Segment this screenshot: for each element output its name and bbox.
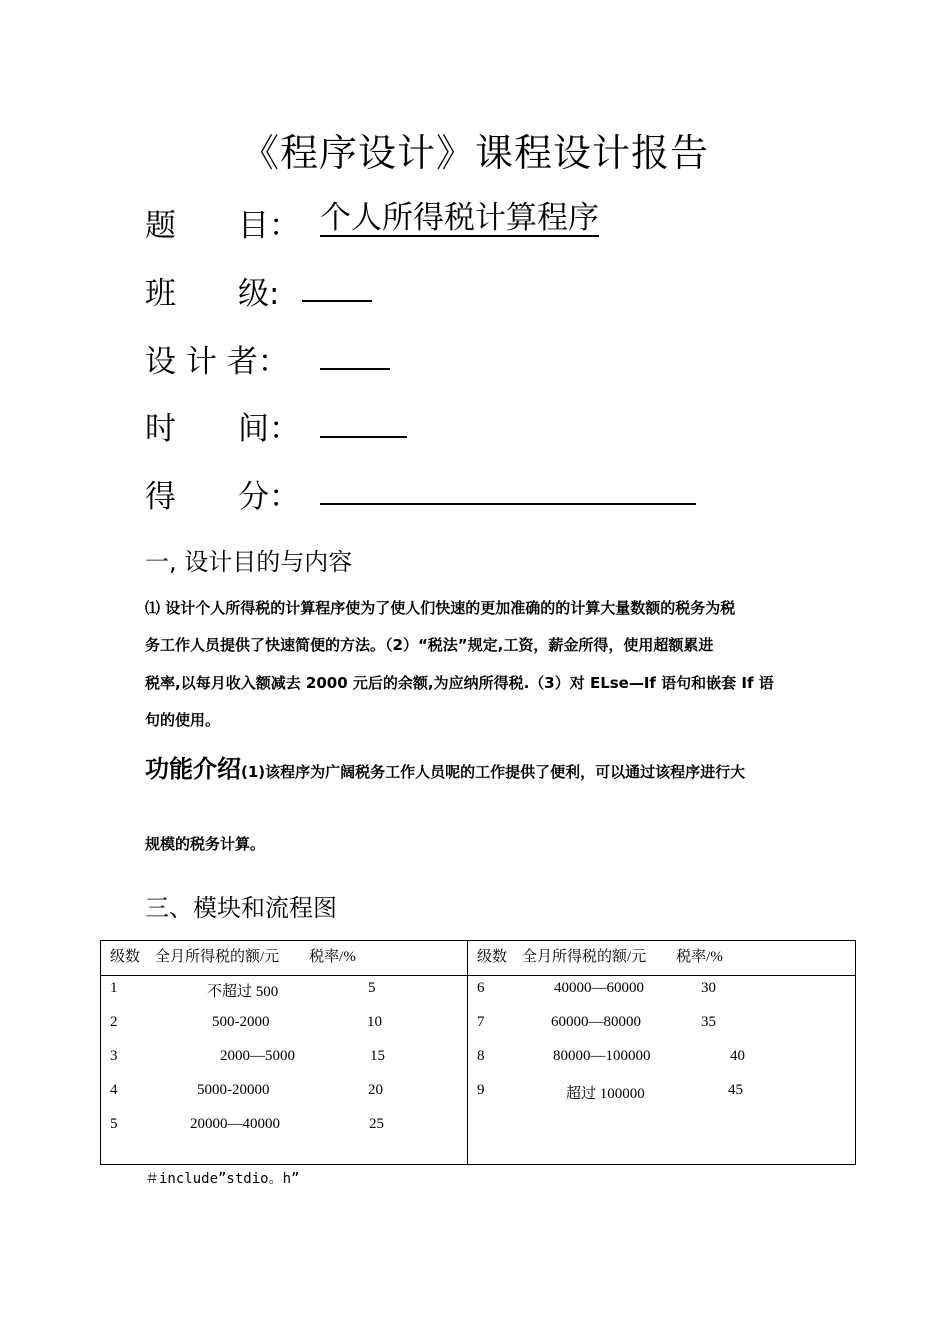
section2-line-1: (1)该程序为广阔税务工作人员呢的工作提供了便利，可以通过该程序进行大	[241, 763, 746, 781]
table-cell-range: 20000—40000	[190, 1116, 280, 1132]
table-cell-rate: 40	[730, 1048, 745, 1064]
table-cell-range: 超过 100000	[566, 1086, 645, 1102]
header-text-left: 级数 全月所得税的额/元 税率/%	[110, 949, 356, 965]
table-cell-rate: 5	[368, 980, 376, 996]
table-row: 7	[477, 1014, 485, 1030]
table-row: 6	[477, 980, 485, 996]
table-cell-range: 60000—80000	[551, 1014, 641, 1030]
score-blank-line	[320, 503, 696, 505]
table-cell-range: 500-2000	[212, 1014, 270, 1030]
table-row: 2	[110, 1014, 118, 1030]
table-cell-rate: 15	[370, 1048, 385, 1064]
table-row: 4	[110, 1082, 118, 1098]
designer-blank-line	[320, 368, 390, 370]
section2-first-line	[145, 749, 745, 784]
topic-value: 个人所得税计算程序	[320, 200, 599, 236]
table-row: 3	[110, 1048, 118, 1064]
field-label-designer: 设 计 者：	[145, 344, 289, 380]
section1-heading: 一, 设计目的与内容	[145, 548, 353, 576]
table-cell-range: 40000—60000	[554, 980, 644, 996]
field-value-topic	[320, 200, 599, 237]
time-blank-line	[320, 436, 407, 438]
table-body-left	[101, 976, 468, 1165]
section1-line-3: 税率,以每月收入额减去 2000 元后的余额,为应纳所得税.（3）对 ELse—If 语句和嵌套 If 语	[145, 674, 774, 692]
section1-line-2: 务工作人员提供了快速简便的方法。（2）“税法”规定,工资，薪金所得，使用超额累进	[145, 636, 714, 654]
table-cell-rate: 10	[367, 1014, 382, 1030]
table-cell-rate: 45	[728, 1082, 743, 1098]
table-cell-range: 不超过 500	[207, 984, 279, 1000]
code-include-line: ＃include”stdio。h”	[145, 1171, 300, 1187]
table-cell-rate: 25	[369, 1116, 384, 1132]
section1-line-1: ⑴ 设计个人所得税的计算程序使为了使人们快速的更加准确的的计算大量数额的税务为税	[145, 599, 736, 617]
header-text-right: 级数 全月所得税的额/元 税率/%	[477, 949, 723, 965]
section2-line-2: 规模的税务计算。	[145, 835, 266, 853]
field-label-topic: 题 目：	[145, 208, 300, 244]
class-blank-line	[302, 300, 372, 302]
table-row: 5	[110, 1116, 118, 1132]
table-cell-rate: 20	[368, 1082, 383, 1098]
table-cell-rate: 35	[701, 1014, 716, 1030]
table-row: 8	[477, 1048, 485, 1064]
field-label-time: 时 间：	[145, 411, 300, 447]
report-title: 《程序设计》课程设计报告	[240, 131, 709, 175]
table-cell-range: 5000-20000	[197, 1082, 270, 1098]
table-row: 9	[477, 1082, 485, 1098]
section1-line-4: 句的使用。	[145, 711, 221, 729]
tax-rate-table	[100, 940, 856, 1165]
table-cell-rate: 30	[701, 980, 716, 996]
field-label-class: 班 级:	[145, 276, 280, 312]
table-header-right	[468, 941, 856, 976]
section2-heading: 功能介绍	[145, 755, 241, 783]
table-header-left	[101, 941, 468, 976]
table-cell-range: 80000—100000	[553, 1048, 651, 1064]
table-row: 1	[110, 980, 118, 996]
table-cell-range: 2000—5000	[220, 1048, 295, 1064]
field-label-score: 得 分：	[145, 479, 300, 515]
section3-heading: 三、模块和流程图	[145, 894, 337, 922]
table-body-right	[468, 976, 856, 1165]
